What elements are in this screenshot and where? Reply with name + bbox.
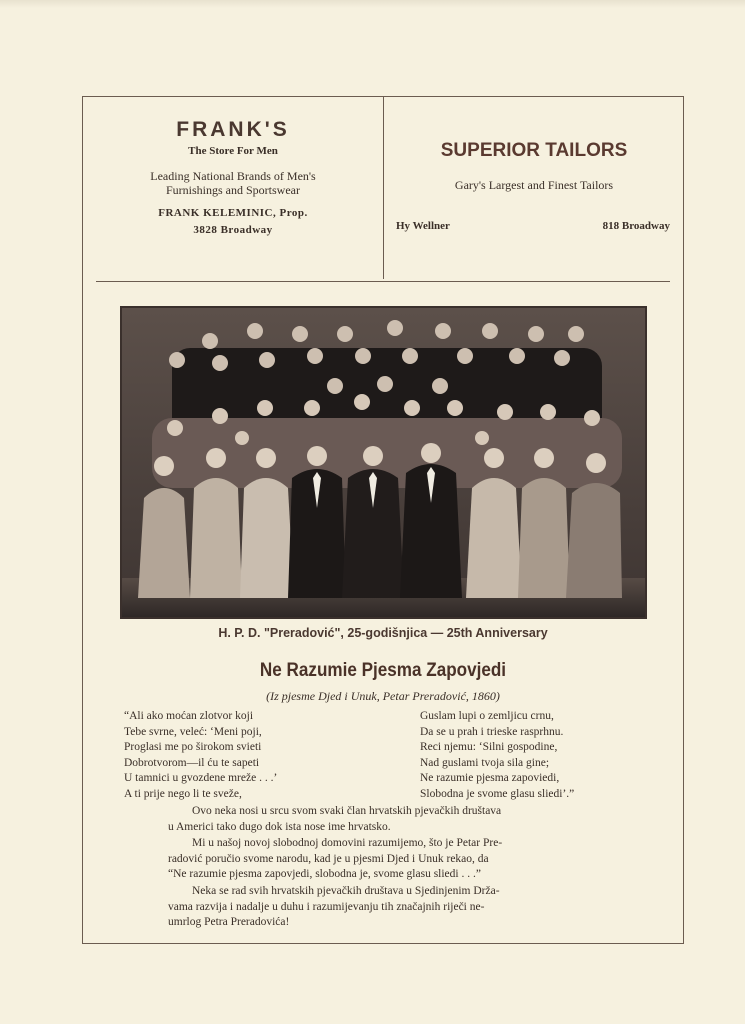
- paragraph-line: u Americi tako dugo dok ista nose ime hrvatsko.: [168, 820, 391, 833]
- poem-line: Reci njemu: ‘Silni gospodine,: [420, 741, 558, 753]
- photo-caption: H. P. D. "Preradović", 25-godišnjica — 25th Anniversary: [218, 626, 548, 640]
- paragraph-line: radović poručio svome narodu, kad je u pjesmi Djed i Unuk rekao, da: [168, 852, 489, 865]
- poem-stanza-right: [420, 709, 574, 802]
- poem-line: Da se u prah i trieske rasprhnu.: [420, 725, 564, 738]
- poem-line: Ne razumie pjesma zapoviedi,: [420, 772, 560, 784]
- poem-line: A ti prije nego li te sveže,: [124, 787, 242, 800]
- franks-ad: [84, 118, 382, 236]
- paragraph-line: Ovo neka nosi u srcu svom svaki član hrvatskih pjevačkih društava: [192, 805, 502, 817]
- franks-name: FRANK'S: [176, 118, 290, 141]
- poem-line: U tamnici u gvozdene mreže . . .’: [124, 772, 278, 784]
- poem-line: Dobrotvorom—il ću te sapeti: [124, 756, 260, 769]
- paragraph-1: [168, 804, 606, 835]
- paragraph-3: [168, 884, 606, 931]
- poem-title: Ne Razumie Pjesma Zapovjedi: [259, 660, 507, 681]
- superior-address: 818 Broadway: [602, 220, 670, 232]
- paragraph-line: Mi u našoj novoj slobodnoj domovini razumijemo, što je Petar Pre-: [192, 837, 503, 849]
- page-top-shadow: [0, 0, 745, 8]
- poem-line: Guslam lupi o zemljicu crnu,: [420, 710, 554, 722]
- franks-proprietor: FRANK KELEMINIC, Prop.: [158, 207, 308, 219]
- poem-line: Nad guslami tvoja sila gine;: [420, 756, 550, 769]
- poem-line: Proglasi me po širokom svieti: [124, 741, 262, 753]
- franks-address: 3828 Broadway: [193, 224, 273, 236]
- paragraph-line: umrlog Petra Preradovića!: [168, 916, 290, 928]
- superior-name: SUPERIOR TAILORS: [440, 140, 628, 161]
- superior-owner: Hy Wellner: [396, 220, 450, 232]
- paragraph-line: vama razvija i nadalje u duhu i razumijevanju tih značajnih riječi ne-: [168, 900, 485, 913]
- paragraph-line: Neka se rad svih hrvatskih pjevačkih društava u Sjedinjenim Drža-: [192, 885, 500, 897]
- group-photo-image: [122, 308, 645, 617]
- poem-line: Tebe svrne, veleć: ‘Meni poji,: [124, 725, 262, 738]
- franks-description: [84, 169, 382, 197]
- poem-stanza-left: [124, 709, 277, 802]
- franks-tagline: The Store For Men: [188, 145, 278, 157]
- franks-description-line: Leading National Brands of Men's: [150, 169, 316, 183]
- poem-line: “Ali ako moćan zlotvor koji: [124, 710, 254, 722]
- superior-tailors-ad: [384, 140, 684, 232]
- poem-line: Slobodna je svome glasu sliedi’.”: [420, 787, 575, 800]
- franks-description-line: Furnishings and Sportswear: [166, 183, 300, 197]
- poem-source: (Iz pjesme Djed i Unuk, Petar Preradović, 1860): [266, 689, 500, 703]
- group-photo: [120, 306, 647, 619]
- ads-horizontal-divider: [96, 281, 670, 282]
- paragraph-line: “Ne razumie pjesma zapovjedi, slobodna je, svome glasu sliedi . . .”: [168, 868, 481, 880]
- paragraph-2: [168, 836, 606, 883]
- superior-tagline: Gary's Largest and Finest Tailors: [454, 178, 614, 192]
